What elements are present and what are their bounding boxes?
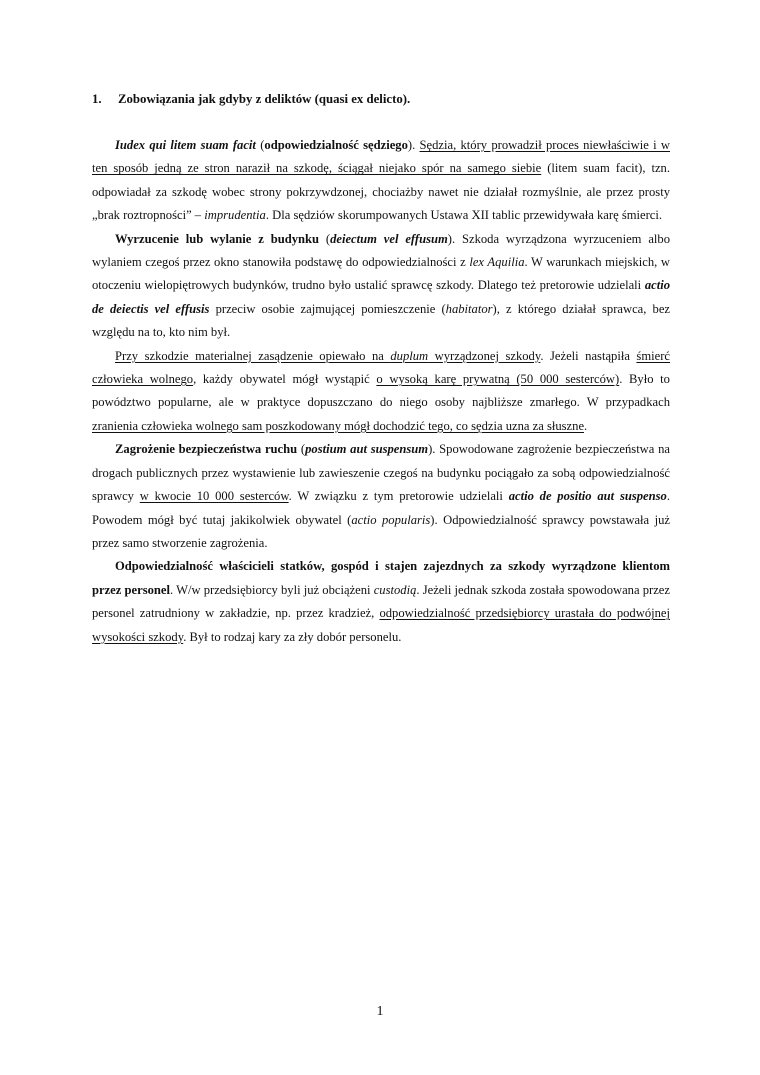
underlined-death-phrase: śmierć człowieka wolnego: [92, 348, 670, 387]
subheading-traffic-safety: Zagrożenie bezpieczeństwa ruchu: [115, 442, 298, 457]
section-number: 1.: [92, 92, 102, 106]
underlined-penalty-phrase: o wysoką karę prywatną (50 000 sesterców): [376, 372, 620, 387]
paragraph-deiectum: Wyrzucenie lub wylanie z budynku (deiectum vel effusum). Szkoda wyrządzona wyrzuceniem albo wylaniem czegoś przez okno stanowiła podstawę do odpowiedzialności z lex Aquilia. W warunkach miejskich, w otoczeniu wielopiętrowych budynków, trudno było ustalić sprawcę szkody. Dlatego też pretorowie udzielali actio de deiectis vel effusis przeciw osobie zajmującej pomieszczenie (habitator), z którego działał sprawca, bez względu na to, kto nim był.: [92, 231, 670, 340]
term-actio-popularis: actio popularis: [351, 512, 431, 527]
underlined-injury-phrase: zranienia człowieka wolnego sam poszkodowany mógł dochodzić tego, co sędzia uzna za słuszne: [92, 418, 585, 433]
term-postium: postium aut suspensum: [305, 442, 429, 457]
underlined-judge-phrase: Sędzia, który prowadził proces niewłaściwie i w ten sposób jedną ze stron naraził na szkodę, ściągał niejako spór na samego siebie: [92, 138, 670, 176]
underlined-double-phrase: odpowiedzialność przedsiębiorcy urastała do podwójnej wysokości szkody: [92, 606, 671, 644]
paragraph-receptum: Odpowiedzialność właścicieli statków, gospód i stajen zajezdnych za szkody wyrządzone klientom przez personel. W/w przedsiębiorcy byli już obciążeni custodią. Jeżeli jednak szkoda została spowodowana przez personel zatrudniony w zakładzie, np. przez kradzież, odpowiedzialność przedsiębiorcy urastała do podwójnej wysokości szkody. Był to rodzaj kary za zły dobór personelu.: [92, 559, 671, 644]
section-title: Zobowiązania jak gdyby z deliktów (quasi ex delicto).: [118, 92, 411, 106]
term-iudex: Iudex qui litem suam facit: [115, 138, 256, 152]
term-habitator: habitator: [445, 301, 493, 316]
paragraph-duplum: Przy szkodzie materialnej zasądzenie opiewało na duplum wyrządzonej szkody. Jeżeli nastąpiła śmierć człowieka wolnego, każdy obywatel mógł wystąpić o wysoką karę prywatną (50 000 sesterców). Było to powództwo popularne, ale w praktyce dopuszczano do niego osoby najbliższe zmarłego. W przypadkach zranienia człowieka wolnego sam poszkodowany mógł dochodzić tego, co sędzia uzna za słuszne.: [92, 348, 670, 433]
underlined-duplum-phrase: Przy szkodzie materialnej zasądzenie opiewało na duplum wyrządzonej szkody: [115, 348, 541, 363]
term-lex-aquilia: lex Aquilia: [469, 255, 525, 270]
term-actio-deiectis: actio de deiectis vel effusis: [92, 278, 670, 316]
term-deiectum: deiectum vel effusum: [330, 231, 448, 246]
subheading-owners-liability: Odpowiedzialność właścicieli statków, gospód i stajen zajezdnych za szkody wyrządzone klientom przez personel: [92, 559, 670, 597]
section-heading: [92, 91, 682, 108]
page-number: 1: [376, 1004, 384, 1019]
underlined-amount-phrase: w kwocie 10 000 sesterców: [139, 489, 289, 504]
paragraph-iudex: Iudex qui litem suam facit (odpowiedzialność sędziego). Sędzia, który prowadził proces niewłaściwie i w ten sposób jedną ze stron naraził na szkodę, ściągał niejako spór na samego siebie (litem suam facit), tzn. odpowiadał za szkodę wobec strony pokrzywdzonej, chociażby nawet nie działał rozmyślnie, ale przez prosty „brak roztropności” – imprudentia. Dla sędziów skorumpowanych Ustawa XII tablic przewidywała karę śmierci.: [92, 138, 670, 223]
term-duplum: duplum: [390, 348, 429, 363]
term-actio-positio: actio de positio aut suspenso: [508, 489, 667, 504]
term-imprudentia: imprudentia: [204, 208, 266, 223]
term-judge-liability: odpowiedzialność sędziego: [264, 138, 408, 152]
subheading-deiectum: Wyrzucenie lub wylanie z budynku: [115, 231, 320, 246]
document-body: [92, 134, 670, 649]
term-custodia: custodią: [373, 582, 417, 597]
paragraph-positum: Zagrożenie bezpieczeństwa ruchu (postium aut suspensum). Spowodowane zagrożenie bezpieczeństwa na drogach publicznych przez wystawienie lub zawieszenie czegoś na budynku pociągało za sobą odpowiedzialność sprawcy w kwocie 10 000 sesterców. W związku z tym pretorowie udzielali actio de positio aut suspenso. Powodem mógł być tutaj jakikolwiek obywatel (actio popularis). Odpowiedzialność sprawcy powstawała już przez samo stworzenie zagrożenia.: [92, 442, 671, 550]
